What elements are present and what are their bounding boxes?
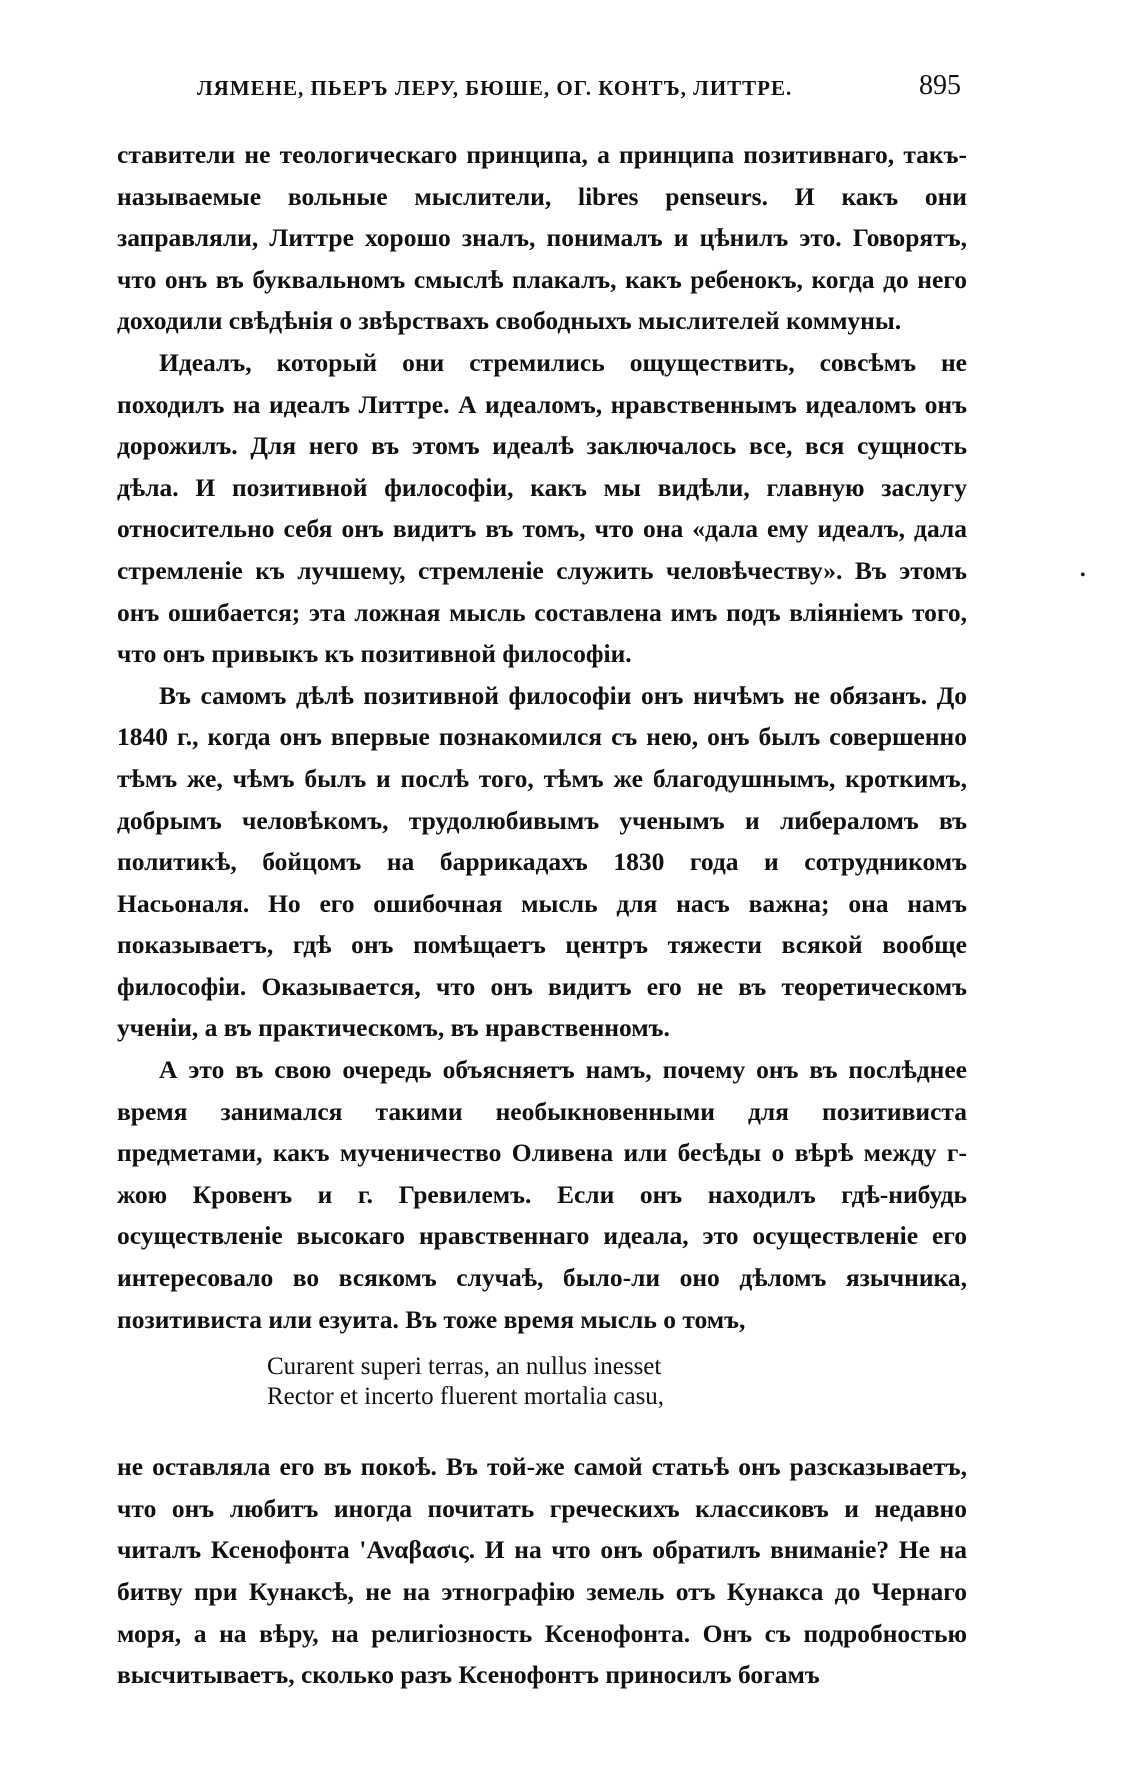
paragraph-2: Идеалъ, который они стремились ощуществить, совсѣмъ не походилъ на идеалъ Литтре. А идеаломъ, нравственнымъ идеаломъ онъ дорожилъ. Для него въ этомъ идеалѣ заключалось все, вся сущность дѣла. И позитивной философіи, какъ мы видѣли, главную заслугу относительно себя онъ видитъ въ томъ, что она «дала ему идеалъ, дала стремленіе къ лучшему, стремленіе служить человѣчеству». Въ этомъ онъ ошибается; эта ложная мысль составлена имъ подъ вліяніемъ того, что онъ привыкъ къ позитивной философіи.: [117, 347, 967, 669]
verse-line-1: Curarent superi terras, an nullus inesset: [267, 1353, 662, 1381]
paragraph-4: А это въ свою очередь объясняетъ намъ, почему онъ въ послѣднее время занимался такими необыкновенными для позитивиста предметами, какъ мученичество Оливена или бесѣды о вѣрѣ между г-жою Кровенъ и г. Гревилемъ. Если онъ находилъ гдѣ-нибудь осуществленіе высокаго нравственнаго идеала, это осуществленіе его интересовало во всякомъ случаѣ, было-ли оно дѣломъ язычника, позитивиста или езуита. Въ тоже время мысль о томъ,: [117, 1055, 967, 1334]
running-title: ЛЯМЕНЕ, ПЬЕРЪ ЛЕРУ, БЮШЕ, ОГ. КОНТЪ, ЛИТТРЕ.: [197, 76, 793, 100]
paragraph-after-verse: не оставляла его въ покоѣ. Въ той-же самой статьѣ онъ разсказываетъ, что онъ любитъ иногда почитать греческихъ классиковъ и недавно читалъ Ксенофонта 'Αναβασις. И на что онъ обратилъ вниманіе? Не на битву при Кунаксѣ, не на этнографію земель отъ Кунакса до Чернаго моря, а на вѣру, на религіозность Ксенофонта. Онъ съ подробностью высчитываетъ, сколько разъ Ксенофонтъ приносилъ богамъ: [117, 1452, 967, 1690]
book-page: [117, 0, 967, 1769]
verse-line-2: Rector et incerto fluerent mortalia casu,: [267, 1383, 665, 1411]
page-number: 895: [919, 70, 961, 101]
paragraph-1: ставители не теологическаго принципа, а принципа позитивнаго, такъ-называемые вольные мыслители, libres penseurs. И какъ они заправляли, Литтре хорошо зналъ, понималъ и цѣнилъ это. Говорятъ, что онъ въ буквальномъ смыслѣ плакалъ, какъ ребенокъ, когда до него доходили свѣдѣнія о звѣрствахъ свободныхъ мыслителей коммуны.: [117, 140, 967, 336]
paragraph-3: Въ самомъ дѣлѣ позитивной философіи онъ ничѣмъ не обязанъ. До 1840 г., когда онъ впервые познакомился съ нею, онъ былъ совершенно тѣмъ же, чѣмъ былъ и послѣ того, тѣмъ же благодушнымъ, кроткимъ, добрымъ человѣкомъ, трудолюбивымъ ученымъ и либераломъ въ политикѣ, бойцомъ на баррикадахъ 1830 года и сотрудникомъ Насьоналя. Но его ошибочная мысль для насъ важна; она намъ показываетъ, гдѣ онъ помѣщаетъ центръ тяжести всякой вообще философіи. Оказывается, что онъ видитъ его не въ теоретическомъ ученіи, а въ практическомъ, въ нравственномъ.: [117, 680, 967, 1043]
page-header: [117, 70, 967, 110]
margin-dot-mark: •: [1080, 567, 1086, 584]
body-text: [117, 134, 967, 1696]
latin-verse-quote: [267, 1352, 967, 1412]
